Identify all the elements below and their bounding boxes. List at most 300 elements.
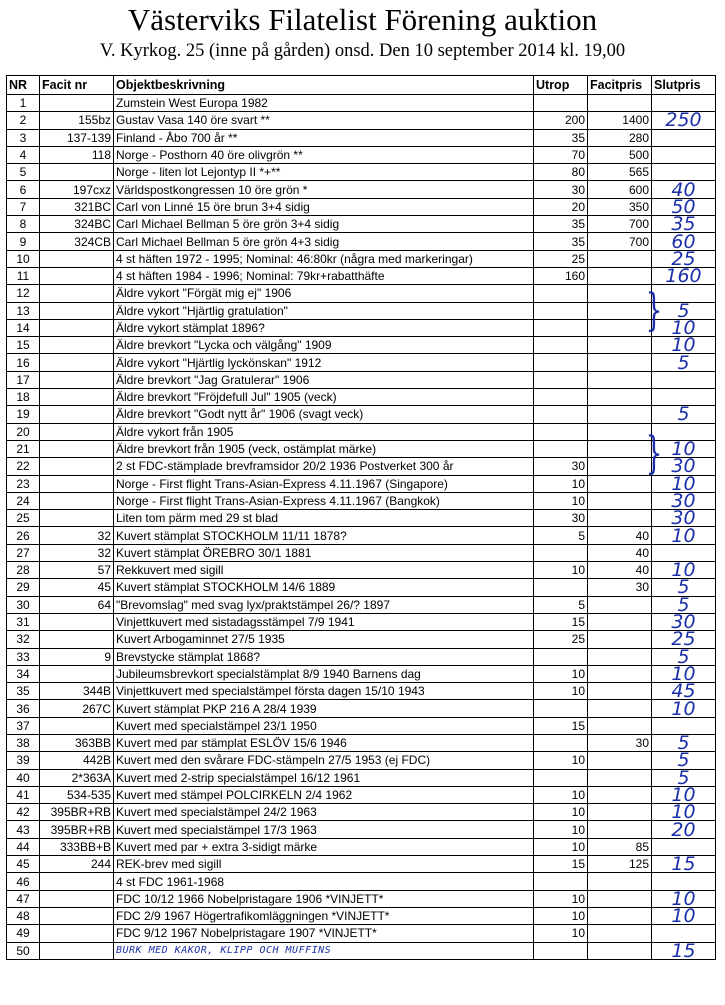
cell-description: Zumstein West Europa 1982 — [114, 95, 534, 112]
table-header-row — [7, 76, 716, 95]
cell-nr: 22 — [7, 458, 40, 475]
cell-slutpris: 10 — [652, 440, 716, 457]
cell-slutpris — [652, 371, 716, 388]
cell-utrop: 25 — [534, 250, 588, 267]
page-subtitle: V. Kyrkog. 25 (inne på gården) onsd. Den 10 september 2014 kl. 19,00 — [99, 41, 626, 61]
cell-nr: 5 — [7, 164, 40, 181]
cell-slutpris: 10 — [652, 665, 716, 682]
cell-facitpris — [588, 890, 652, 907]
table-row — [7, 371, 716, 388]
cell-nr: 7 — [7, 198, 40, 215]
cell-description: Kuvert stämplat PKP 216 A 28/4 1939 — [114, 700, 534, 717]
cell-description: 4 st häften 1972 - 1995; Nominal: 46:80kr (några med markeringar) — [114, 250, 534, 267]
cell-facit-nr — [40, 631, 114, 648]
cell-utrop — [534, 769, 588, 786]
cell-slutpris — [652, 544, 716, 561]
table-row — [7, 475, 716, 492]
cell-slutpris — [652, 838, 716, 855]
cell-slutpris: 25 — [652, 250, 716, 267]
table-row — [7, 683, 716, 700]
cell-nr: 20 — [7, 423, 40, 440]
cell-nr: 35 — [7, 683, 40, 700]
cell-utrop: 10 — [534, 562, 588, 579]
cell-facit-nr: 197cxz — [40, 181, 114, 198]
cell-utrop: 35 — [534, 216, 588, 233]
cell-facitpris: 85 — [588, 838, 652, 855]
table-row — [7, 319, 716, 336]
cell-slutpris: 5 — [652, 648, 716, 665]
cell-description: Norge - First flight Trans-Asian-Express 4.11.1967 (Singapore) — [114, 475, 534, 492]
cell-utrop: 10 — [534, 665, 588, 682]
table-row — [7, 631, 716, 648]
cell-slutpris: 10 — [652, 562, 716, 579]
cell-facit-nr — [40, 164, 114, 181]
table-row — [7, 838, 716, 855]
cell-nr: 13 — [7, 302, 40, 319]
cell-facitpris — [588, 510, 652, 527]
cell-nr: 18 — [7, 389, 40, 406]
table-row — [7, 769, 716, 786]
cell-slutpris: 10 — [652, 890, 716, 907]
cell-facitpris: 700 — [588, 216, 652, 233]
cell-nr: 9 — [7, 233, 40, 250]
cell-facit-nr — [40, 354, 114, 371]
cell-facit-nr — [40, 717, 114, 734]
cell-description: Världspostkongressen 10 öre grön * — [114, 181, 534, 198]
cell-facit-nr: 395BR+RB — [40, 804, 114, 821]
cell-slutpris: 10 — [652, 700, 716, 717]
cell-nr: 3 — [7, 129, 40, 146]
cell-description: Finland - Åbo 700 år ** — [114, 129, 534, 146]
cell-description: 2 st FDC-stämplade brevframsidor 20/2 1936 Postverket 300 år — [114, 458, 534, 475]
table-row — [7, 233, 716, 250]
table-row — [7, 890, 716, 907]
cell-utrop: 5 — [534, 596, 588, 613]
cell-slutpris: 250 — [652, 112, 716, 129]
cell-nr: 19 — [7, 406, 40, 423]
table-row — [7, 648, 716, 665]
column-header-nr: NR — [7, 76, 40, 95]
cell-nr: 47 — [7, 890, 40, 907]
cell-slutpris: 40 — [652, 181, 716, 198]
cell-facitpris — [588, 319, 652, 336]
cell-facitpris — [588, 285, 652, 302]
table-row — [7, 734, 716, 751]
cell-facit-nr — [40, 475, 114, 492]
cell-utrop: 80 — [534, 164, 588, 181]
cell-utrop — [534, 406, 588, 423]
cell-slutpris — [652, 717, 716, 734]
table-row — [7, 925, 716, 942]
cell-facit-nr — [40, 613, 114, 630]
cell-description: Norge - liten lot Lejontyp II *+** — [114, 164, 534, 181]
cell-description: Kuvert stämplat ÖREBRO 30/1 1881 — [114, 544, 534, 561]
cell-facit-nr — [40, 458, 114, 475]
cell-facit-nr: 534-535 — [40, 786, 114, 803]
cell-facit-nr: 442B — [40, 752, 114, 769]
cell-facitpris: 30 — [588, 734, 652, 751]
cell-slutpris: 5 — [652, 302, 716, 319]
cell-slutpris: 10 — [652, 527, 716, 544]
cell-utrop: 10 — [534, 907, 588, 924]
cell-slutpris — [652, 146, 716, 163]
cell-slutpris: 5 — [652, 596, 716, 613]
cell-utrop — [534, 873, 588, 890]
cell-facitpris — [588, 302, 652, 319]
cell-utrop — [534, 700, 588, 717]
cell-facit-nr — [40, 925, 114, 942]
cell-facit-nr — [40, 285, 114, 302]
cell-facitpris — [588, 95, 652, 112]
table-row — [7, 942, 716, 959]
column-header-slutpris: Slutpris — [652, 76, 716, 95]
cell-facitpris: 30 — [588, 579, 652, 596]
cell-slutpris — [652, 873, 716, 890]
cell-slutpris — [652, 164, 716, 181]
column-header-utrop: Utrop — [534, 76, 588, 95]
table-row — [7, 596, 716, 613]
cell-description: Äldre brevkort från 1905 (veck, ostämplat märke) — [114, 440, 534, 457]
cell-facit-nr — [40, 942, 114, 959]
table-row — [7, 907, 716, 924]
cell-description: Äldre vykort från 1905 — [114, 423, 534, 440]
cell-slutpris: 160 — [652, 267, 716, 284]
cell-facitpris: 600 — [588, 181, 652, 198]
cell-utrop — [534, 302, 588, 319]
cell-facitpris — [588, 769, 652, 786]
cell-facit-nr: 32 — [40, 527, 114, 544]
auction-table — [6, 75, 716, 960]
cell-facitpris — [588, 389, 652, 406]
cell-facit-nr: 137-139 — [40, 129, 114, 146]
cell-description: Vinjettkuvert med sistadagsstämpel 7/9 1941 — [114, 613, 534, 630]
cell-facit-nr: 64 — [40, 596, 114, 613]
cell-slutpris: 30 — [652, 510, 716, 527]
cell-facitpris — [588, 752, 652, 769]
cell-description: Kuvert med specialstämpel 23/1 1950 — [114, 717, 534, 734]
table-row — [7, 821, 716, 838]
table-row — [7, 440, 716, 457]
cell-utrop — [534, 942, 588, 959]
cell-slutpris: 25 — [652, 631, 716, 648]
cell-utrop: 10 — [534, 683, 588, 700]
cell-description: Äldre vykort stämplat 1896? — [114, 319, 534, 336]
cell-utrop: 15 — [534, 613, 588, 630]
table-row — [7, 181, 716, 198]
cell-facitpris — [588, 786, 652, 803]
cell-utrop: 10 — [534, 786, 588, 803]
cell-facitpris — [588, 406, 652, 423]
table-row — [7, 458, 716, 475]
cell-slutpris — [652, 389, 716, 406]
cell-facit-nr — [40, 440, 114, 457]
cell-facitpris: 125 — [588, 856, 652, 873]
cell-facitpris — [588, 267, 652, 284]
table-row — [7, 856, 716, 873]
cell-utrop: 10 — [534, 838, 588, 855]
table-row — [7, 267, 716, 284]
cell-facitpris — [588, 423, 652, 440]
cell-slutpris: 35 — [652, 216, 716, 233]
cell-utrop: 10 — [534, 492, 588, 509]
table-row — [7, 406, 716, 423]
cell-nr: 37 — [7, 717, 40, 734]
cell-nr: 28 — [7, 562, 40, 579]
cell-utrop: 25 — [534, 631, 588, 648]
cell-facit-nr — [40, 510, 114, 527]
cell-facit-nr — [40, 337, 114, 354]
cell-utrop — [534, 389, 588, 406]
cell-utrop — [534, 354, 588, 371]
cell-description: Kuvert med par stämplat ESLÖV 15/6 1946 — [114, 734, 534, 751]
cell-facit-nr: 57 — [40, 562, 114, 579]
cell-slutpris: 10 — [652, 337, 716, 354]
cell-description: Carl Michael Bellman 5 öre grön 3+4 sidig — [114, 216, 534, 233]
cell-facit-nr: 324CB — [40, 233, 114, 250]
cell-description: Kuvert med specialstämpel 24/2 1963 — [114, 804, 534, 821]
cell-nr: 43 — [7, 821, 40, 838]
cell-nr: 14 — [7, 319, 40, 336]
cell-nr: 17 — [7, 371, 40, 388]
table-row — [7, 752, 716, 769]
cell-nr: 46 — [7, 873, 40, 890]
cell-description: REK-brev med sigill — [114, 856, 534, 873]
cell-slutpris: 10 — [652, 475, 716, 492]
table-row — [7, 579, 716, 596]
cell-nr: 38 — [7, 734, 40, 751]
cell-slutpris: 5 — [652, 734, 716, 751]
cell-facit-nr — [40, 95, 114, 112]
cell-description: Kuvert med specialstämpel 17/3 1963 — [114, 821, 534, 838]
cell-utrop: 35 — [534, 129, 588, 146]
table-row — [7, 146, 716, 163]
cell-description: Carl von Linné 15 öre brun 3+4 sidig — [114, 198, 534, 215]
cell-nr: 49 — [7, 925, 40, 942]
cell-nr: 12 — [7, 285, 40, 302]
cell-facitpris — [588, 371, 652, 388]
cell-utrop: 30 — [534, 181, 588, 198]
cell-utrop: 10 — [534, 821, 588, 838]
cell-description: Kuvert med stämpel POLCIRKELN 2/4 1962 — [114, 786, 534, 803]
column-header-facitpris: Facitpris — [588, 76, 652, 95]
cell-facitpris — [588, 665, 652, 682]
cell-slutpris: 30 — [652, 492, 716, 509]
cell-slutpris: 45 — [652, 683, 716, 700]
cell-facitpris: 350 — [588, 198, 652, 215]
cell-nr: 48 — [7, 907, 40, 924]
cell-facit-nr — [40, 907, 114, 924]
cell-nr: 23 — [7, 475, 40, 492]
cell-facit-nr — [40, 319, 114, 336]
cell-description: "Brevomslag" med svag lyx/praktstämpel 26/? 1897 — [114, 596, 534, 613]
cell-utrop: 10 — [534, 804, 588, 821]
cell-utrop — [534, 371, 588, 388]
cell-nr: 30 — [7, 596, 40, 613]
cell-facit-nr — [40, 302, 114, 319]
table-row — [7, 786, 716, 803]
cell-nr: 31 — [7, 613, 40, 630]
cell-description: Kuvert med 2-strip specialstämpel 16/12 1961 — [114, 769, 534, 786]
cell-slutpris: 10 — [652, 804, 716, 821]
cell-facit-nr: 118 — [40, 146, 114, 163]
cell-description: Äldre brevkort "Lycka och välgång" 1909 — [114, 337, 534, 354]
cell-slutpris: 5 — [652, 579, 716, 596]
cell-utrop: 160 — [534, 267, 588, 284]
table-row — [7, 423, 716, 440]
cell-slutpris: 30 — [652, 613, 716, 630]
table-row — [7, 804, 716, 821]
cell-description: Rekkuvert med sigill — [114, 562, 534, 579]
cell-nr: 25 — [7, 510, 40, 527]
cell-utrop: 10 — [534, 752, 588, 769]
cell-facit-nr: 9 — [40, 648, 114, 665]
cell-nr: 4 — [7, 146, 40, 163]
cell-slutpris: 10 — [652, 786, 716, 803]
cell-description: Kuvert stämplat STOCKHOLM 11/11 1878? — [114, 527, 534, 544]
cell-utrop: 30 — [534, 458, 588, 475]
cell-slutpris: 50 — [652, 198, 716, 215]
column-header-description: Objektbeskrivning — [114, 76, 534, 95]
table-row — [7, 544, 716, 561]
cell-slutpris: 20 — [652, 821, 716, 838]
cell-description: Jubileumsbrevkort specialstämplat 8/9 1940 Barnens dag — [114, 665, 534, 682]
cell-facitpris — [588, 354, 652, 371]
cell-facit-nr — [40, 423, 114, 440]
cell-facit-nr: 45 — [40, 579, 114, 596]
cell-description: Kuvert stämplat STOCKHOLM 14/6 1889 — [114, 579, 534, 596]
cell-utrop: 15 — [534, 856, 588, 873]
cell-facit-nr — [40, 492, 114, 509]
table-row — [7, 700, 716, 717]
cell-description: Kuvert med den svårare FDC-stämpeln 27/5 1953 (ej FDC) — [114, 752, 534, 769]
cell-nr: 15 — [7, 337, 40, 354]
cell-nr: 44 — [7, 838, 40, 855]
table-row — [7, 562, 716, 579]
cell-nr: 26 — [7, 527, 40, 544]
cell-utrop: 10 — [534, 475, 588, 492]
cell-facitpris: 40 — [588, 527, 652, 544]
cell-facitpris — [588, 873, 652, 890]
cell-description: Äldre vykort "Hjärtlig lyckönskan" 1912 — [114, 354, 534, 371]
cell-description: FDC 10/12 1966 Nobelpristagare 1906 *VINJETT* — [114, 890, 534, 907]
cell-slutpris: 15 — [652, 856, 716, 873]
page-title: Västerviks Filatelist Förening auktion — [127, 2, 598, 37]
table-row — [7, 129, 716, 146]
cell-utrop — [534, 440, 588, 457]
table-row — [7, 613, 716, 630]
table-row — [7, 510, 716, 527]
cell-facitpris: 700 — [588, 233, 652, 250]
cell-description: Norge - Posthorn 40 öre olivgrön ** — [114, 146, 534, 163]
cell-utrop — [534, 423, 588, 440]
cell-facit-nr — [40, 267, 114, 284]
cell-utrop — [534, 734, 588, 751]
cell-nr: 40 — [7, 769, 40, 786]
cell-nr: 27 — [7, 544, 40, 561]
table-row — [7, 198, 716, 215]
cell-facitpris — [588, 475, 652, 492]
cell-facit-nr — [40, 371, 114, 388]
cell-description: FDC 9/12 1967 Nobelpristagare 1907 *VINJETT* — [114, 925, 534, 942]
cell-nr: 39 — [7, 752, 40, 769]
cell-description: Äldre brevkort "Godt nytt år" 1906 (svagt veck) — [114, 406, 534, 423]
cell-facitpris — [588, 804, 652, 821]
cell-description: FDC 2/9 1967 Högertrafikomläggningen *VINJETT* — [114, 907, 534, 924]
cell-utrop — [534, 579, 588, 596]
cell-facitpris — [588, 440, 652, 457]
cell-nr: 32 — [7, 631, 40, 648]
cell-nr: 33 — [7, 648, 40, 665]
cell-facit-nr: 333BB+B — [40, 838, 114, 855]
cell-slutpris: 10 — [652, 319, 716, 336]
cell-nr: 16 — [7, 354, 40, 371]
cell-nr: 36 — [7, 700, 40, 717]
cell-nr: 2 — [7, 112, 40, 129]
cell-nr: 34 — [7, 665, 40, 682]
cell-facitpris — [588, 821, 652, 838]
cell-utrop — [534, 285, 588, 302]
cell-facitpris — [588, 613, 652, 630]
cell-nr: 50 — [7, 942, 40, 959]
table-row — [7, 873, 716, 890]
cell-facit-nr: 244 — [40, 856, 114, 873]
table-row — [7, 337, 716, 354]
cell-facit-nr: 321BC — [40, 198, 114, 215]
cell-facit-nr: 324BC — [40, 216, 114, 233]
cell-nr: 21 — [7, 440, 40, 457]
cell-utrop: 10 — [534, 890, 588, 907]
cell-facitpris — [588, 942, 652, 959]
cell-facitpris — [588, 337, 652, 354]
handwritten-brace-12-13: } — [645, 285, 663, 336]
table-row — [7, 527, 716, 544]
cell-description: Gustav Vasa 140 öre svart ** — [114, 112, 534, 129]
cell-facitpris — [588, 631, 652, 648]
table-row — [7, 302, 716, 319]
cell-nr: 29 — [7, 579, 40, 596]
cell-facit-nr: 363BB — [40, 734, 114, 751]
cell-facitpris — [588, 458, 652, 475]
cell-slutpris: 60 — [652, 233, 716, 250]
cell-utrop: 200 — [534, 112, 588, 129]
cell-facit-nr: 344B — [40, 683, 114, 700]
cell-nr: 42 — [7, 804, 40, 821]
cell-nr: 8 — [7, 216, 40, 233]
cell-utrop: 30 — [534, 510, 588, 527]
cell-description: 4 st FDC 1961-1968 — [114, 873, 534, 890]
table-row — [7, 717, 716, 734]
cell-nr: 6 — [7, 181, 40, 198]
table-row — [7, 216, 716, 233]
cell-utrop — [534, 319, 588, 336]
cell-slutpris: 10 — [652, 907, 716, 924]
cell-facitpris — [588, 683, 652, 700]
cell-utrop: 20 — [534, 198, 588, 215]
cell-facit-nr — [40, 890, 114, 907]
cell-utrop — [534, 648, 588, 665]
cell-utrop: 15 — [534, 717, 588, 734]
cell-facit-nr — [40, 665, 114, 682]
cell-utrop: 70 — [534, 146, 588, 163]
cell-description: BURK MED KAKOR, KLIPP OCH MUFFINS — [114, 942, 534, 959]
cell-facitpris — [588, 907, 652, 924]
cell-description: Kuvert Arbogaminnet 27/5 1935 — [114, 631, 534, 648]
cell-slutpris: 5 — [652, 406, 716, 423]
column-header-facit-nr: Facit nr — [40, 76, 114, 95]
cell-facit-nr: 2*363A — [40, 769, 114, 786]
cell-utrop — [534, 95, 588, 112]
cell-nr: 41 — [7, 786, 40, 803]
